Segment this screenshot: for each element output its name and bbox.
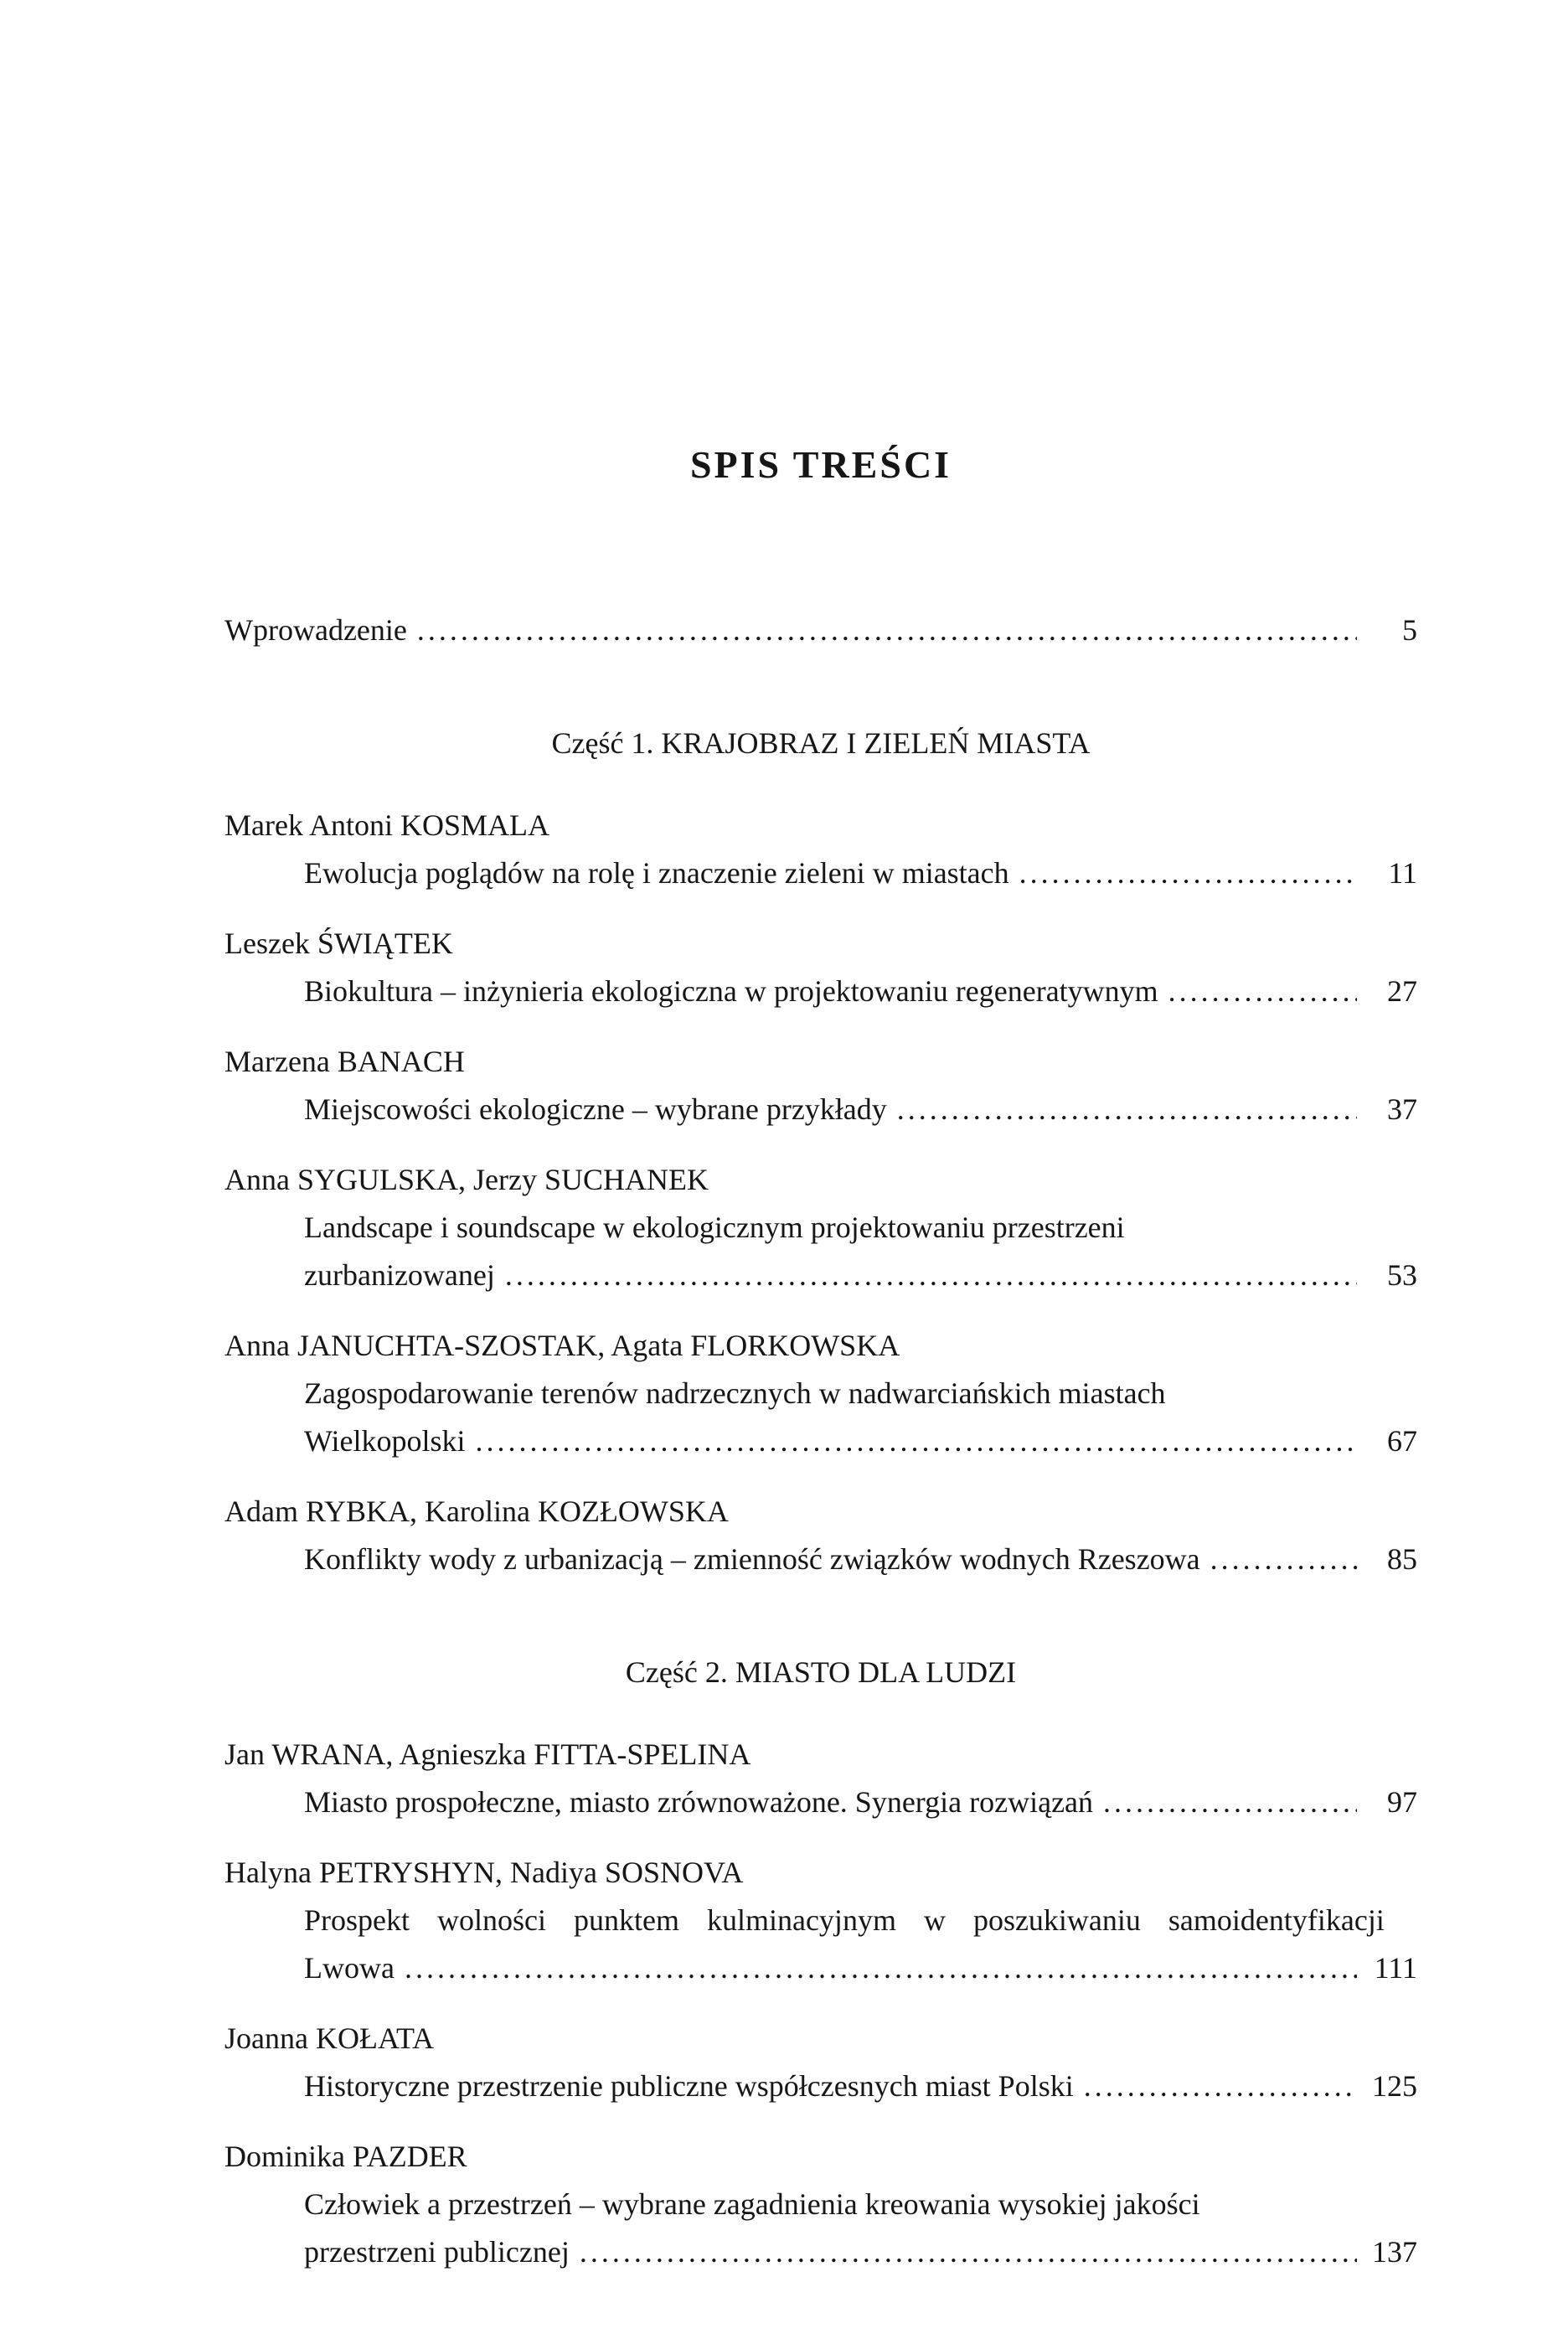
entry-page-number: 67: [1387, 1424, 1417, 1458]
entry-title-text: Prospekt wolności punktem kulminacyjnym w poszukiwaniu samoidentyfikacji: [304, 1903, 1385, 1937]
dot-leader: [1019, 849, 1357, 897]
entry-page-number: 111: [1374, 1951, 1417, 1985]
entry-page-number: 37: [1387, 1092, 1417, 1126]
entry-title-text: Biokultura – inżynieria ekologiczna w projektowaniu regeneratywnym: [304, 974, 1158, 1008]
entry-authors: Halyna PETRYSHYN, Nadiya SOSNOVA: [224, 1856, 744, 1889]
toc-content: [224, 0, 1417, 2276]
entry-title-text: zurbanizowanej: [304, 1258, 495, 1292]
entry-title-text: Historyczne przestrzenie publiczne współczesnych miast Polski: [304, 2069, 1074, 2103]
entry-title-block: [224, 1897, 1417, 1992]
entry-title-line: [304, 2063, 1417, 2110]
entry-title-line: [304, 1252, 1417, 1299]
entry-authors: Joanna KOŁATA: [224, 2021, 435, 2055]
entry-authors: Dominika PAZDER: [224, 2140, 467, 2173]
toc-entry: [224, 802, 1417, 897]
entry-title-line: [304, 1779, 1417, 1826]
entry-authors: Leszek ŚWIĄTEK: [224, 927, 453, 960]
entry-title-text: przestrzeni publicznej: [304, 2235, 570, 2269]
entry-page-number: 27: [1387, 974, 1417, 1008]
entry-title-text: Lwowa: [304, 1951, 395, 1985]
intro-label: Wprowadzenie: [224, 613, 407, 647]
entry-page-number: 97: [1387, 1785, 1417, 1819]
page-title: SPIS TREŚCI: [689, 443, 952, 486]
entry-page-number: 125: [1372, 2069, 1417, 2103]
entry-authors: Marzena BANACH: [224, 1045, 465, 1078]
toc-entry: [224, 1849, 1417, 1992]
entry-title-line: [304, 2228, 1417, 2276]
dot-leader: [1210, 1536, 1357, 1583]
dot-leader: [897, 1086, 1357, 1133]
entry-title-line: [304, 1536, 1417, 1583]
entry-authors: Anna SYGULSKA, Jerzy SUCHANEK: [224, 1163, 709, 1196]
dot-leader: [505, 1252, 1357, 1299]
entry-title-text: Konflikty wody z urbanizacją – zmienność związków wodnych Rzeszowa: [304, 1542, 1200, 1576]
dot-leader: [1084, 2063, 1357, 2110]
dot-leader: [1168, 968, 1357, 1015]
entry-title-block: [224, 2181, 1417, 2276]
entry-title-text: Landscape i soundscape w ekologicznym projektowaniu przestrzeni: [304, 1211, 1125, 1244]
entry-title-line: [304, 1417, 1417, 1465]
entry-page-number: 11: [1388, 856, 1417, 890]
dot-leader: [476, 1417, 1357, 1465]
section-heading-1: Część 1. KRAJOBRAZ I ZIELEŃ MIASTA: [551, 726, 1091, 760]
entry-title-block: [224, 1086, 1417, 1133]
toc-intro-entry: [224, 607, 1417, 654]
toc-entry: [224, 1322, 1417, 1465]
entry-title-text: Miasto prospołeczne, miasto zrównoważone. Synergia rozwiązań: [304, 1785, 1094, 1819]
toc-entry: [224, 2133, 1417, 2276]
toc-entry: [224, 1731, 1417, 1826]
entry-title-block: [224, 1204, 1417, 1299]
entry-authors: Adam RYBKA, Karolina KOZŁOWSKA: [224, 1495, 729, 1528]
entry-title-text: Zagospodarowanie terenów nadrzecznych w nadwarciańskich miastach: [304, 1376, 1166, 1410]
entry-page-number: 53: [1387, 1258, 1417, 1292]
entry-authors: Marek Antoni KOSMALA: [224, 808, 549, 842]
toc-entry: [224, 1156, 1417, 1299]
dot-leader: [1103, 1779, 1357, 1826]
entry-page-number: 85: [1387, 1542, 1417, 1576]
entry-title-block: [224, 1779, 1417, 1826]
toc-entry: [224, 1488, 1417, 1583]
dot-leader: [417, 607, 1357, 654]
toc-entry: [224, 1038, 1417, 1133]
entry-authors: Jan WRANA, Agnieszka FITTA-SPELINA: [224, 1737, 751, 1771]
entry-title-block: [224, 1370, 1417, 1465]
entry-title-text: Miejscowości ekologiczne – wybrane przykłady: [304, 1092, 887, 1126]
toc-entry: [224, 920, 1417, 1015]
entry-title-block: [224, 968, 1417, 1015]
entry-title-block: [224, 2063, 1417, 2110]
dot-leader: [405, 1944, 1357, 1992]
entry-page-number: 137: [1372, 2235, 1417, 2269]
entry-title-text: Ewolucja poglądów na rolę i znaczenie zieleni w miastach: [304, 856, 1009, 890]
entry-title-text: Człowiek a przestrzeń – wybrane zagadnienia kreowania wysokiej jakości: [304, 2187, 1200, 2221]
section-heading-2: Część 2. MIASTO DLA LUDZI: [625, 1655, 1017, 1689]
entry-title-line: [304, 968, 1417, 1015]
entry-title-block: [224, 1536, 1417, 1583]
entry-title-block: [224, 849, 1417, 897]
entry-title-text: Wielkopolski: [304, 1424, 466, 1458]
intro-page-number: 5: [1402, 613, 1417, 647]
entry-title-line: [304, 849, 1417, 897]
toc-entry: [224, 2015, 1417, 2110]
entry-title-line: [304, 1086, 1417, 1133]
entry-authors: Anna JANUCHTA-SZOSTAK, Agata FLORKOWSKA: [224, 1329, 900, 1362]
dot-leader: [580, 2228, 1357, 2276]
entry-title-line: [304, 1944, 1417, 1992]
